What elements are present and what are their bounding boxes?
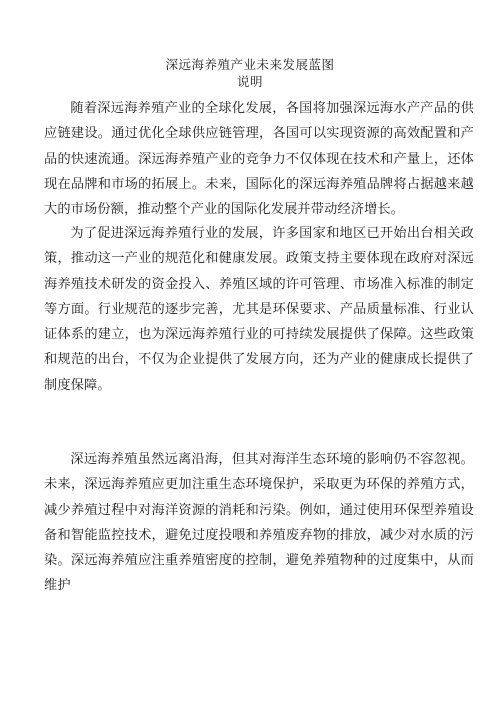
document-title: 深远海养殖产业未来发展蓝图 — [165, 57, 335, 72]
paragraph-2: 为了促进深远海养殖行业的发展，许多国家和地区已开始出台相关政策，推动这一产业的规范化和健康发展。政策支持主要体现在政府对深远海养殖技术研发的资金投入、养殖区域的许可管理、市场准入标准的制定等方面。行业规范的逐步完善，尤其是环保要求、产品质量标准、行业认证体系的建立，也为深远海养殖行业的可持续发展提供了保障。这些政策和规范的出台，不仅为企业提供了发展方向，还为产业的健康成长提供了制度保障。 — [44, 226, 474, 393]
paragraph-3: 深远海养殖虽然远离沿海，但其对海洋生态环境的影响仍不容忽视。未来，深远海养殖应更加注重生态环境保护，采取更为环保的养殖方式，减少养殖过程中对海洋资源的消耗和污染。例如，通过使用环保型养殖设备和智能监控技术，避免过度投喂和养殖废弃物的排放，减少对水质的污染。深远海养殖应注重养殖密度的控制，避免养殖物种的过度集中，从而维护 — [44, 452, 474, 594]
document-subtitle: 说明 — [236, 74, 263, 89]
paragraph-1: 随着深远海养殖产业的全球化发展，各国将加强深远海水产产品的供应链建设。通过优化全球供应链管理，各国可以实现资源的高效配置和产品的快速流通。深远海养殖产业的竞争力不仅体现在技术和产量上，还体现在品牌和市场的拓展上。未来，国际化的深远海养殖品牌将占据越来越大的市场份额，推动整个产业的国际化发展并带动经济增长。 — [44, 101, 474, 218]
